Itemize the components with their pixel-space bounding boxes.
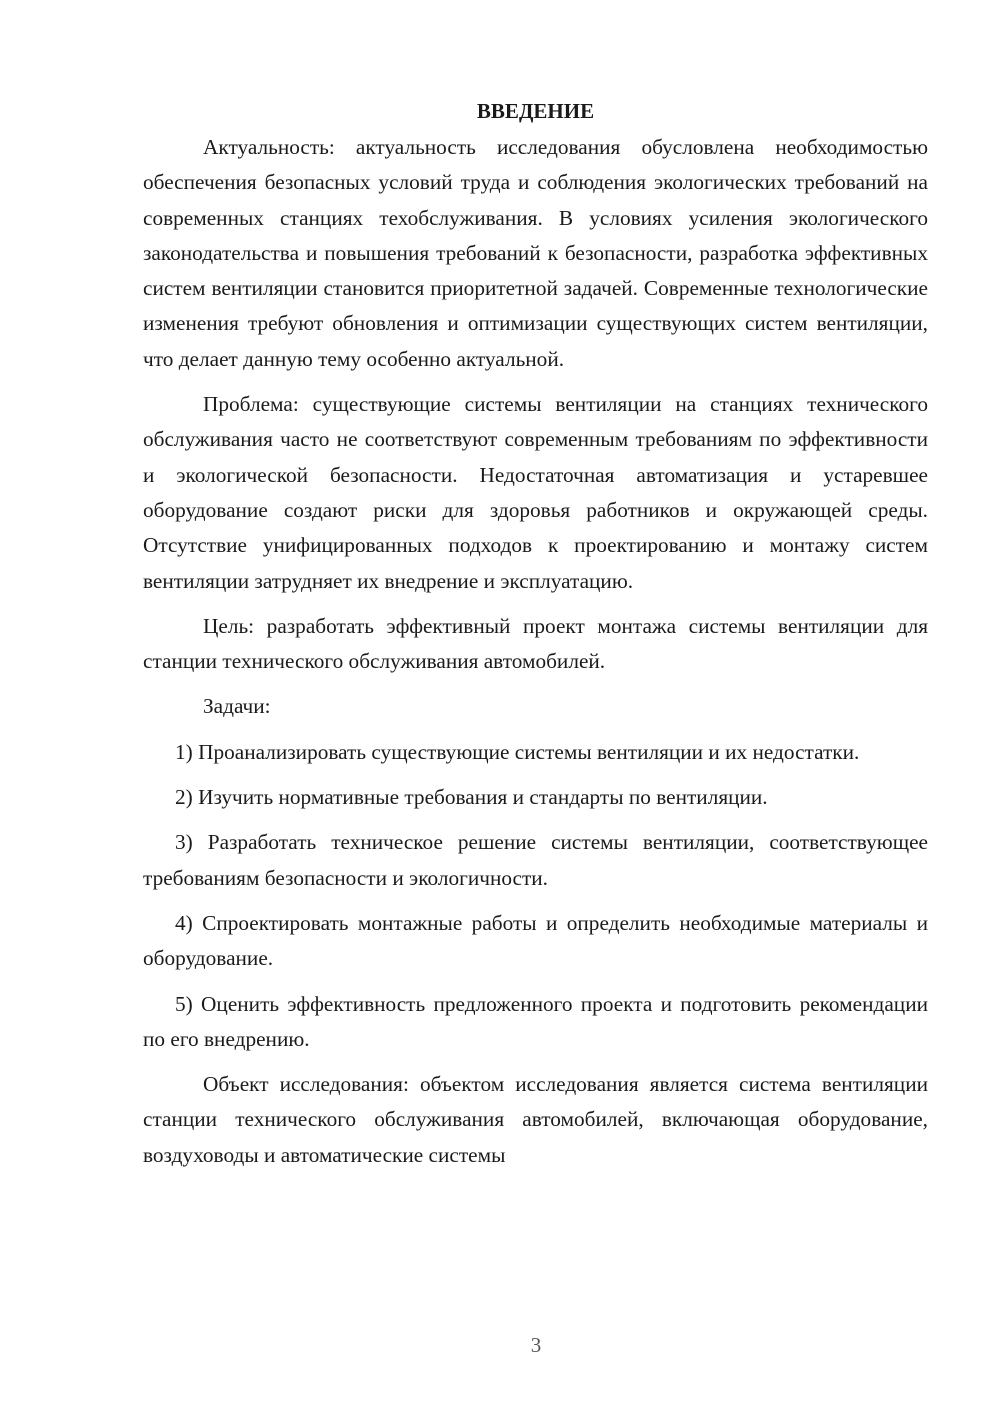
goal-paragraph: Цель: разработать эффективный проект монтажа системы вентиляции для станции технического обслуживания автомобилей. bbox=[143, 613, 928, 674]
tasks-label: Задачи: bbox=[203, 694, 271, 719]
task-item: 5) Оценить эффективность предложенного проекта и подготовить рекомендации по его внедрению. bbox=[143, 991, 928, 1051]
page-number: 3 bbox=[530, 1333, 542, 1357]
page-title: ВВЕДЕНИЕ bbox=[476, 99, 595, 123]
relevance-paragraph: Актуальность: актуальность исследования обусловлена необходимостью обеспечения безопасных условий труда и соблюдения экологических требований на современных станциях техобслуживания. В условиях усиления экологического законодательства и повышения требований к безопасности, разработка эффективных систем вентиляции становится приоритетной задачей. Современные технологические изменения требуют обновления и оптимизации существующих систем вентиляции, что делает данную тему особенно актуальной. bbox=[143, 135, 928, 371]
page-body bbox=[143, 96, 928, 1183]
task-item: 3) Разработать техническое решение системы вентиляции, соответствующее требованиям безопасности и экологичности. bbox=[143, 830, 928, 890]
task-item: 4) Спроектировать монтажные работы и определить необходимые материалы и оборудование. bbox=[143, 910, 928, 971]
task-item: 1) Проанализировать существующие системы вентиляции и их недостатки. bbox=[175, 739, 860, 764]
task-item: 2) Изучить нормативные требования и стандарты по вентиляции. bbox=[175, 785, 768, 810]
problem-paragraph: Проблема: существующие системы вентиляции на станциях технического обслуживания часто не соответствуют современным требованиям по эффективности и экологической безопасности. Недостаточная автоматизация и устаревшее оборудование создают риски для здоровья работников и окружающей среды. Отсутствие унифицированных подходов к проектированию и монтажу систем вентиляции затрудняет их внедрение и эксплуатацию. bbox=[143, 392, 928, 593]
object-paragraph: Объект исследования: объектом исследования является система вентиляции станции технического обслуживания автомобилей, включающая оборудование, воздуховоды и автоматические системы bbox=[143, 1072, 928, 1167]
